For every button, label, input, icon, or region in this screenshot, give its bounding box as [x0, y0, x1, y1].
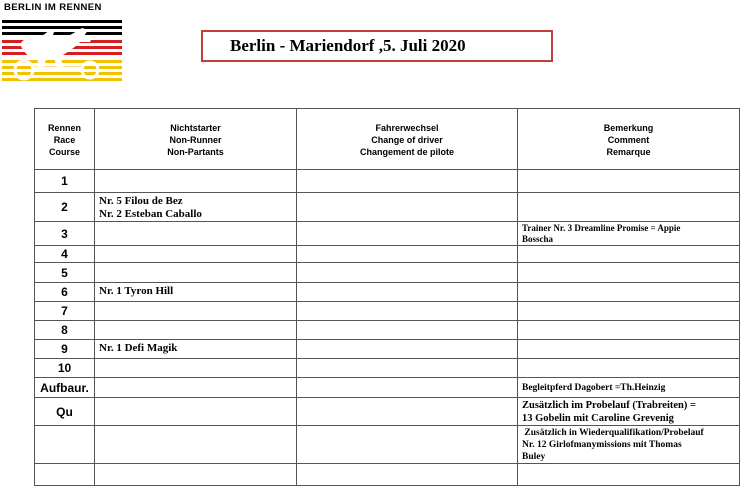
remark-cell: [518, 464, 740, 486]
remark-cell: [518, 340, 740, 359]
header-fahrerwechsel: Fahrerwechsel Change of driver Changement de pilote: [297, 109, 518, 170]
remark-cell: Trainer Nr. 3 Dreamline Promise = Appie Bosscha: [518, 222, 740, 246]
driver-cell: [297, 398, 518, 426]
race-cell: [35, 464, 95, 486]
nonrunner-cell: [95, 170, 297, 193]
nonrunner-cell: Nr. 5 Filou de Bez Nr. 2 Esteban Caballo: [95, 193, 297, 222]
table-row: [35, 340, 740, 359]
race-cell: [35, 426, 95, 464]
race-changes-table: [34, 108, 740, 486]
table-row: [35, 193, 740, 222]
remark-cell: Begleitpferd Dagobert =Th.Heinzig: [518, 378, 740, 398]
header-row: [35, 109, 740, 170]
remark-cell: [518, 283, 740, 302]
driver-cell: [297, 321, 518, 340]
logo-text: BERLIN IM RENNEN: [4, 2, 102, 13]
race-cell: 10: [35, 359, 95, 378]
remark-cell: Zusätzlich im Probelauf (Trabreiten) = 13 Gobelin mit Caroline Grevenig: [518, 398, 740, 426]
nonrunner-cell: Nr. 1 Defi Magik: [95, 340, 297, 359]
race-cell: 6: [35, 283, 95, 302]
table-row: [35, 359, 740, 378]
table-row: [35, 398, 740, 426]
table-row: [35, 283, 740, 302]
table-row: [35, 170, 740, 193]
page-title: Berlin - Mariendorf ,5. Juli 2020: [201, 30, 553, 62]
race-cell: 7: [35, 302, 95, 321]
remark-cell: [518, 170, 740, 193]
nonrunner-cell: Nr. 1 Tyron Hill: [95, 283, 297, 302]
remark-cell: [518, 321, 740, 340]
race-cell: Aufbaur.: [35, 378, 95, 398]
remark-cell: [518, 302, 740, 321]
race-cell: 2: [35, 193, 95, 222]
remark-cell: [518, 263, 740, 283]
table-row: [35, 302, 740, 321]
nonrunner-cell: [95, 321, 297, 340]
driver-cell: [297, 378, 518, 398]
driver-cell: [297, 283, 518, 302]
header-bemerkung: Bemerkung Comment Remarque: [518, 109, 740, 170]
race-cell: 3: [35, 222, 95, 246]
remark-cell: Zusätzlich in Wiederqualifikation/Probelauf Nr. 12 Girlofmanymissions mit Thomas Buley: [518, 426, 740, 464]
race-cell: 8: [35, 321, 95, 340]
driver-cell: [297, 302, 518, 321]
remark-cell: [518, 359, 740, 378]
nonrunner-cell: [95, 426, 297, 464]
driver-cell: [297, 263, 518, 283]
race-cell: 9: [35, 340, 95, 359]
race-cell: 4: [35, 246, 95, 263]
remark-cell: [518, 193, 740, 222]
table-row: [35, 321, 740, 340]
nonrunner-cell: [95, 302, 297, 321]
logo: [2, 0, 122, 86]
nonrunner-cell: [95, 398, 297, 426]
table-row: [35, 222, 740, 246]
driver-cell: [297, 359, 518, 378]
header-rennen: Rennen Race Course: [35, 109, 95, 170]
table-row: [35, 246, 740, 263]
race-cell: 1: [35, 170, 95, 193]
header-nichtstarter: Nichtstarter Non-Runner Non-Partants: [95, 109, 297, 170]
race-cell: Qu: [35, 398, 95, 426]
table-row: [35, 378, 740, 398]
driver-cell: [297, 222, 518, 246]
nonrunner-cell: [95, 246, 297, 263]
table-row: [35, 426, 740, 464]
race-cell: 5: [35, 263, 95, 283]
horse-racing-logo-icon: [2, 14, 122, 86]
nonrunner-cell: [95, 359, 297, 378]
remark-cell: [518, 246, 740, 263]
nonrunner-cell: [95, 378, 297, 398]
driver-cell: [297, 170, 518, 193]
driver-cell: [297, 193, 518, 222]
driver-cell: [297, 426, 518, 464]
nonrunner-cell: [95, 222, 297, 246]
table-row: [35, 263, 740, 283]
driver-cell: [297, 246, 518, 263]
nonrunner-cell: [95, 464, 297, 486]
nonrunner-cell: [95, 263, 297, 283]
driver-cell: [297, 340, 518, 359]
driver-cell: [297, 464, 518, 486]
table-row: [35, 464, 740, 486]
